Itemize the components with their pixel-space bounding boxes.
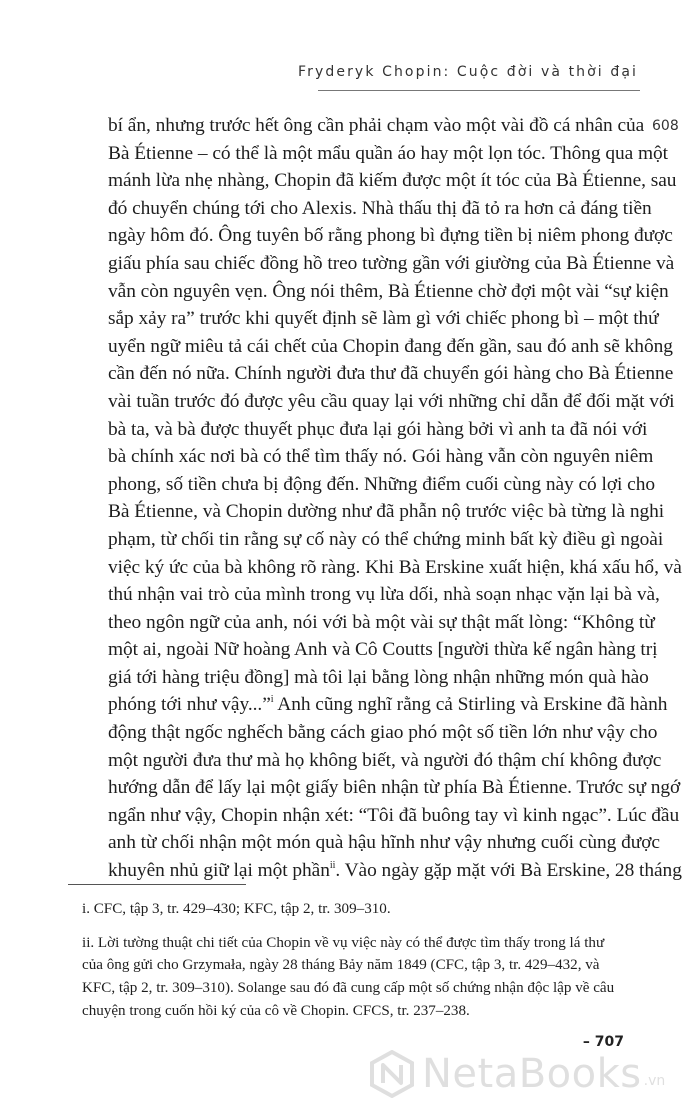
footnote-ii-line: KFC, tập 2, tr. 309–310). Solange sau đó đã cung cấp một số chứng nhận độc lập về câu: [82, 980, 615, 997]
body-line: Bà Étienne – có thể là một mẩu quần áo hay một lọn tóc. Thông qua một: [108, 142, 669, 164]
body-text-segment: phóng tới như vậy...”: [108, 694, 271, 716]
body-line: ngày hôm đó. Ông tuyên bố rằng phong bì đựng tiền bị niêm phong được: [108, 225, 673, 247]
body-line: việc ký ức của bà không rõ ràng. Khi Bà Erskine xuất hiện, khá xấu hổ, và: [108, 556, 682, 578]
netabooks-logo-icon: [368, 1050, 416, 1098]
running-header: Fryderyk Chopin: Cuộc đời và thời đại: [298, 64, 638, 80]
netabooks-watermark: [368, 1050, 665, 1098]
body-line: cần đến nó nữa. Chính người đưa thư đã chuyển gói hàng cho Bà Étienne: [108, 363, 674, 385]
body-line: thú nhận vai trò của mình trong vụ lừa dối, nhà soạn nhạc vặn lại bà và,: [108, 584, 660, 606]
body-line: mánh lừa nhẹ nhàng, Chopin đã kiếm được một ít tóc của Bà Étienne, sau: [108, 170, 677, 192]
body-line: bí ẩn, nhưng trước hết ông cần phải chạm vào một vài đồ cá nhân của: [108, 115, 645, 136]
body-line: theo ngôn ngữ của anh, nói với bà một vài sự thật mất lòng: “Không từ: [108, 611, 655, 633]
footnote-i: i. CFC, tập 3, tr. 429–430; KFC, tập 2, tr. 309–310.: [82, 901, 391, 917]
body-line: [108, 857, 682, 885]
body-line: đó chuyển chúng tới cho Alexis. Nhà thấu thị đã tỏ ra hơn cả đáng tiền: [108, 197, 652, 219]
body-line: sắp xảy ra” trước khi quyết định sẽ làm gì với chiếc phong bì – một thứ: [108, 308, 659, 330]
footnotes: [82, 898, 642, 1022]
header-rule: [318, 90, 640, 91]
body-line: anh từ chối nhận một món quà hậu hĩnh như vậy nhưng cuối cùng được: [108, 832, 660, 854]
body-line: một người đưa thư mà họ không biết, và người đó thậm chí không được: [108, 749, 662, 771]
footnote-ref-ii[interactable]: ii: [329, 860, 336, 872]
margin-page-number: 608: [652, 118, 679, 134]
body-line: giấu phía sau chiếc đồng hồ treo tường gần với giường của Bà Étienne và: [108, 252, 675, 274]
footnote-ref-i[interactable]: i: [270, 694, 274, 706]
page-number: – 707: [582, 1034, 624, 1050]
body-text-segment: khuyên nhủ giữ lại một phần: [108, 860, 330, 882]
body-line: uyển ngữ miêu tả cái chết của Chopin đang đến gần, sau đó anh sẽ không: [108, 335, 673, 357]
body-line: giá tới hàng triệu đồng] mà tôi lại bằng lòng nhận những món quà hào: [108, 666, 649, 688]
footnote-ii-line: của ông gửi cho Grzymała, ngày 28 tháng Bảy năm 1849 (CFC, tập 3, tr. 429–432, và: [82, 957, 600, 974]
body-line: phạm, từ chối tin rằng sự cố này có thể chứng minh bất kỳ điều gì ngoài: [108, 528, 664, 550]
body-line: vài tuần trước đó được yêu cầu quay lại với những chỉ dẫn để đối mặt với: [108, 390, 675, 412]
body-line: vẫn còn nguyên vẹn. Ông nói thêm, Bà Étienne chờ đợi một vài “sự kiện: [108, 280, 669, 302]
body-line: [108, 691, 668, 719]
watermark-suffix: .vn: [643, 1073, 666, 1089]
footnote-ii-line: chuyện trong cuốn hồi ký của cô về Chopin. CFCS, tr. 237–238.: [82, 1002, 470, 1019]
body-line: hướng dẫn để lấy lại một giấy biên nhận từ phía Bà Étienne. Trước sự ngớ: [108, 777, 681, 799]
body-line: bà ta, và bà được thuyết phục đưa lại gói hàng bởi vì anh ta đã nói với: [108, 418, 648, 440]
body-line: bà chính xác nơi bà có thể tìm thấy nó. Gói hàng vẫn còn nguyên niêm: [108, 446, 654, 468]
body-line: động thật ngốc nghếch bằng cách giao phó một số tiền lớn như vậy cho: [108, 722, 658, 744]
body-text-segment: 28 tháng: [614, 860, 682, 882]
body-text-segment: Anh cũng nghĩ rằng cả Stirling và Erskine đã hành: [273, 694, 668, 716]
body-line: Bà Étienne, và Chopin dường như đã phẫn nộ trước việc bà từng là nghi: [108, 501, 665, 523]
footnote-spacer: [82, 921, 642, 932]
watermark-text: NetaBooks: [422, 1051, 642, 1097]
footnote-divider: [68, 884, 246, 885]
body-line: phong, số tiền chưa bị động đến. Những điểm cuối cùng này có lợi cho: [108, 473, 656, 495]
footnote-ii-line: ii. Lời tường thuật chi tiết của Chopin về vụ việc này có thể được tìm thấy trong lá thư: [82, 934, 605, 951]
body-line: ngẩn như vậy, Chopin nhận xét: “Tôi đã buông tay vì kinh ngạc”. Lúc đầu: [108, 804, 680, 826]
body-text-segment: . Vào ngày gặp mặt với Bà Erskine,: [335, 860, 615, 882]
body-line: một ai, ngoài Nữ hoàng Anh và Cô Coutts [người thừa kế ngân hàng trị: [108, 639, 658, 661]
